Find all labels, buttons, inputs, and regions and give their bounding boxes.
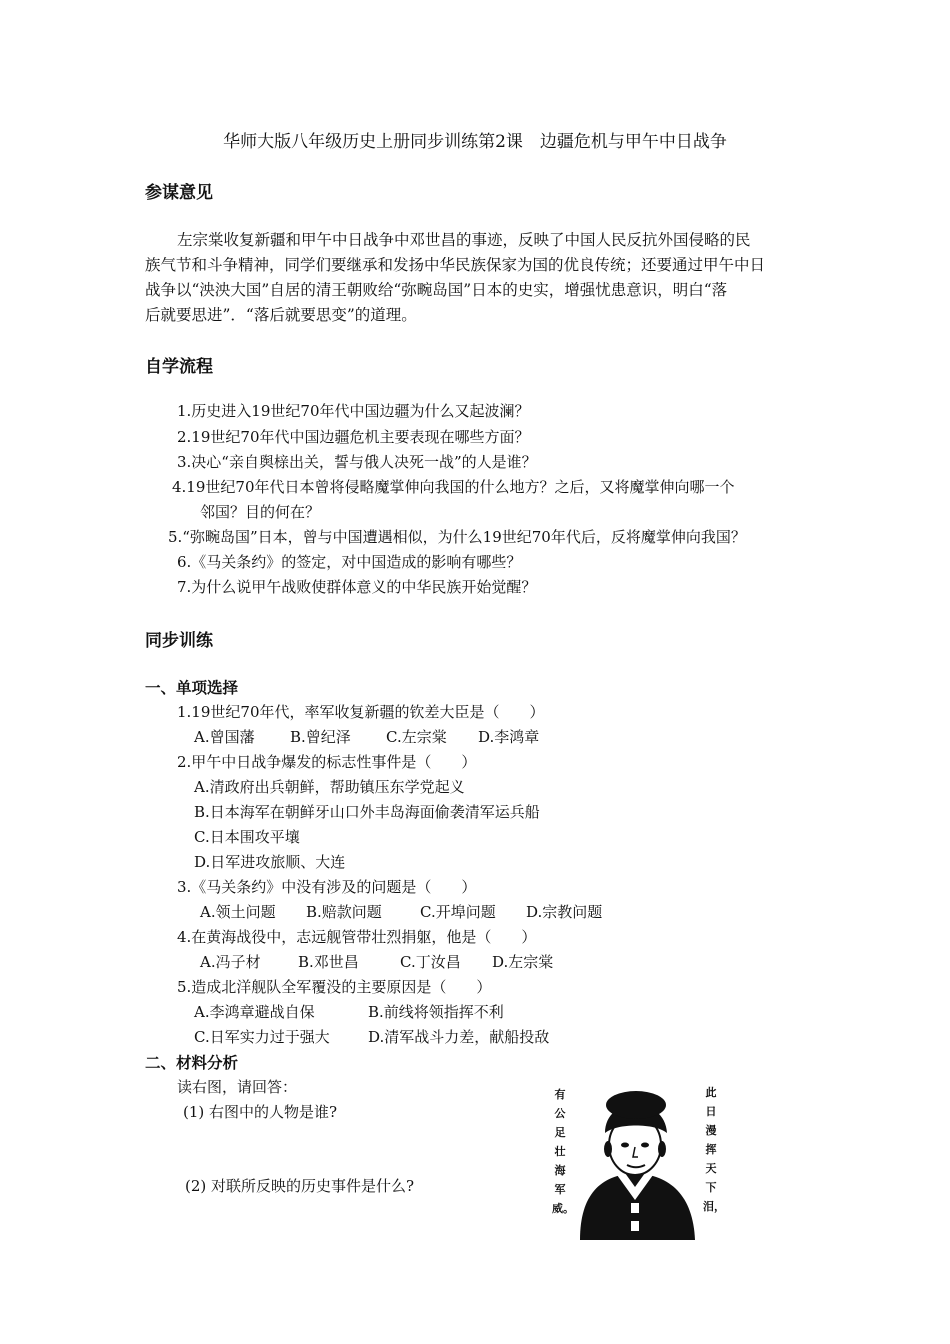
question-2-option-c[interactable]: C.日本围攻平壤 <box>194 828 300 846</box>
option-c[interactable]: C.丁汝昌 <box>400 953 461 971</box>
option-c[interactable]: C.左宗棠 <box>386 728 447 746</box>
option-a[interactable]: A.冯子材 <box>200 953 261 971</box>
advice-heading: 参谋意见 <box>145 183 213 203</box>
self-study-item-7: 7.为什么说甲午战败使群体意义的中华民族开始觉醒？ <box>177 578 537 596</box>
self-study-item-6: 6.《马关条约》的签定，对中国造成的影响有哪些？ <box>177 553 522 571</box>
option-d[interactable]: D.左宗棠 <box>492 953 554 971</box>
self-study-item-5: 5.“弥畹岛国”日本，曾与中国遭遇相似，为什么19世纪70年代后，反将魔掌伸向我国？ <box>168 528 746 546</box>
question-2-option-b[interactable]: B.日本海军在朝鲜牙山口外丰岛海面偷袭清军运兵船 <box>194 803 540 821</box>
couplet-right: 此日漫挥天下泪， <box>703 1086 725 1213</box>
option-a[interactable]: A.领土问题 <box>200 903 276 921</box>
self-study-item-1: 1.历史进入19世纪70年代中国边疆为什么又起波澜？ <box>177 402 530 420</box>
self-study-item-2: 2.19世纪70年代中国边疆危机主要表现在哪些方面？ <box>177 428 530 446</box>
option-a[interactable]: A.李鸿章避战自保 <box>194 1003 315 1021</box>
self-study-item-4: 4.19世纪70年代日本曾将侵略魔掌伸向我国的什么地方？之后，又将魔掌伸向哪一个 <box>172 478 735 496</box>
couplet-left: 有公足壮海军威。 <box>552 1088 574 1215</box>
option-b[interactable]: B.前线将领指挥不利 <box>368 1003 504 1021</box>
advice-line-3: 战争以“泱泱大国”自居的清王朝败给“弥畹岛国”日本的史实，增强忧患意识，明白“落 <box>145 281 728 299</box>
question-1-options <box>194 726 539 747</box>
advice-line-1: 左宗棠收复新疆和甲午中日战争中邓世昌的事迹，反映了中国人民反抗外国侵略的民 <box>177 231 751 249</box>
portrait-figure <box>545 1075 725 1240</box>
question-3-options <box>200 901 602 922</box>
question-2-option-d[interactable]: D.日军进攻旅顺、大连 <box>194 853 346 871</box>
self-study-item-3: 3.决心“亲自舆榇出关，誓与俄人决死一战”的人是谁？ <box>177 453 537 471</box>
question-2-option-a[interactable]: A.清政府出兵朝鲜，帮助镇压东学党起义 <box>194 778 465 796</box>
question-5-options-row-2 <box>194 1026 549 1047</box>
material-question-1: (1) 右图中的人物是谁? <box>183 1103 338 1121</box>
question-3-stem: 3.《马关条约》中没有涉及的问题是（ ） <box>177 878 477 896</box>
section-single-choice-heading: 一、单项选择 <box>145 679 239 697</box>
portrait-image <box>545 1075 725 1240</box>
self-study-heading: 自学流程 <box>145 357 213 377</box>
advice-line-2: 族气节和斗争精神，同学们要继承和发扬中华民族保家为国的优良传统；还要通过甲午中日 <box>145 256 766 274</box>
option-c[interactable]: C.日军实力过于强大 <box>194 1028 330 1046</box>
practice-heading: 同步训练 <box>145 631 213 651</box>
question-5-stem: 5.造成北洋舰队全军覆没的主要原因是（ ） <box>177 978 492 996</box>
document-title: 华师大版八年级历史上册同步训练第2课 边疆危机与甲午中日战争 <box>223 132 727 152</box>
question-5-options-row-1 <box>194 1001 504 1022</box>
option-b[interactable]: B.曾纪泽 <box>290 728 351 746</box>
question-4-stem: 4.在黄海战役中，志远舰管带壮烈捐躯，他是（ ） <box>177 928 537 946</box>
option-b[interactable]: B.邓世昌 <box>298 953 359 971</box>
option-b[interactable]: B.赔款问题 <box>306 903 382 921</box>
material-question-2: (2) 对联所反映的历史事件是什么? <box>185 1177 415 1195</box>
self-study-item-4-cont: 邻国？目的何在？ <box>200 503 321 521</box>
question-1-stem: 1.19世纪70年代，率军收复新疆的钦差大臣是（ ） <box>177 703 545 721</box>
option-c[interactable]: C.开埠问题 <box>420 903 496 921</box>
option-a[interactable]: A.曾国藩 <box>194 728 255 746</box>
advice-line-4: 后就要思进”．“落后就要思变”的道理。 <box>145 306 417 324</box>
question-4-options <box>200 951 553 972</box>
material-intro: 读右图，请回答： <box>177 1078 298 1096</box>
question-2-stem: 2.甲午中日战争爆发的标志性事件是（ ） <box>177 753 477 771</box>
option-d[interactable]: D.清军战斗力差，献船投敌 <box>368 1028 550 1046</box>
option-d[interactable]: D.李鸿章 <box>478 728 540 746</box>
section-material-analysis-heading: 二、材料分析 <box>145 1054 239 1072</box>
option-d[interactable]: D.宗教问题 <box>526 903 603 921</box>
